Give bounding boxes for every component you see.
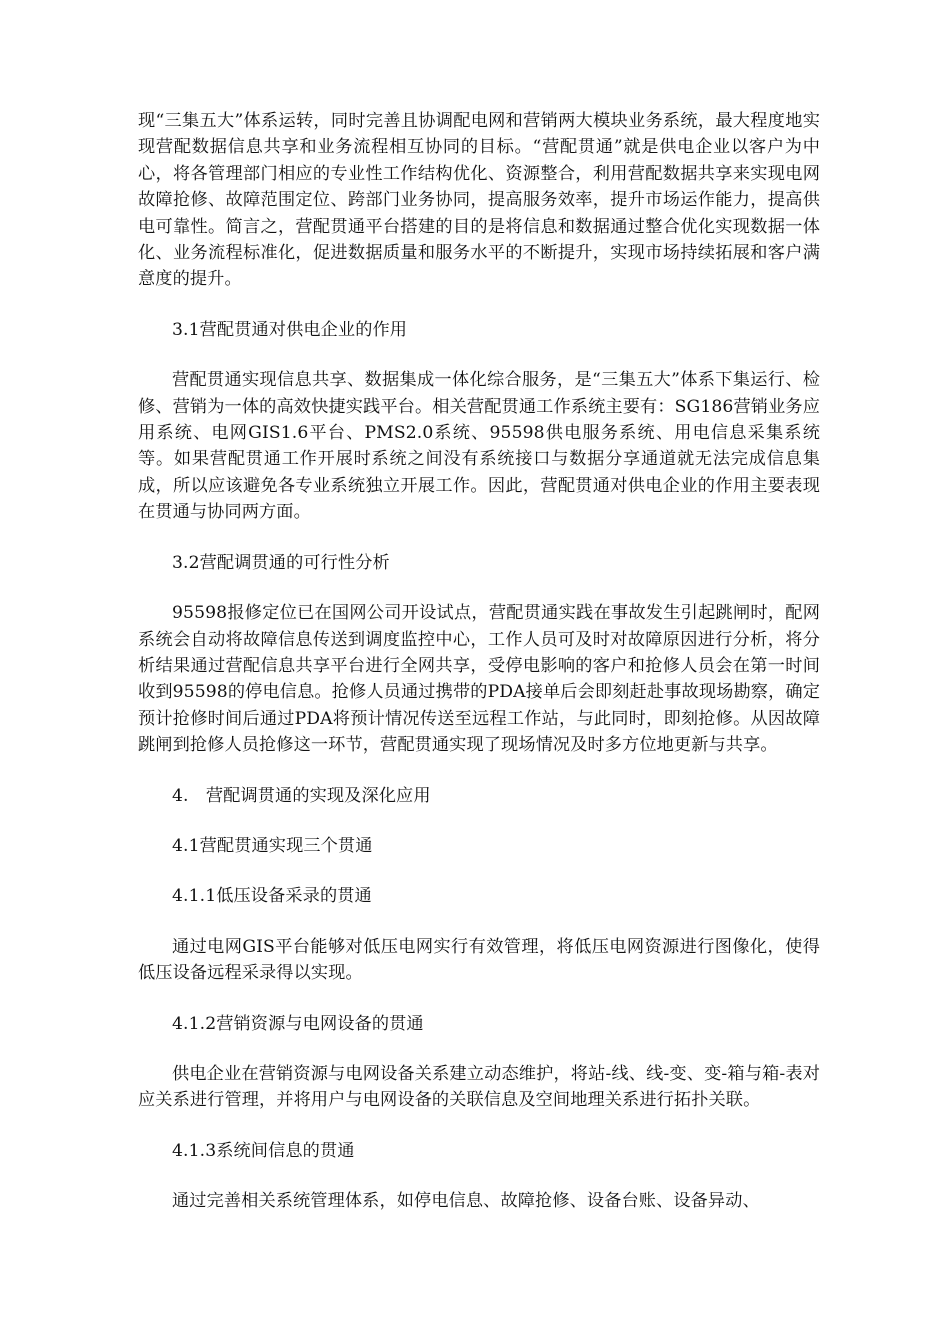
section-heading-3-1: 3.1营配贯通对供电企业的作用 [172,319,408,340]
paragraph-4-1-1: 通过电网GIS平台能够对低压电网实行有效管理，将低压电网资源进行图像化，使得低压设备远程采录得以实现。 [138,936,820,984]
section-heading-4: 4. 营配调贯通的实现及深化应用 [172,785,431,806]
paragraph-3-1: 营配贯通实现信息共享、数据集成一体化综合服务，是“三集五大”体系下集运行、检修、营销为一体的高效快捷实践平台。相关营配贯通工作系统主要有：SG186营销业务应用系统、电网GIS1.6平台、PMS2.0系统、95598供电服务系统、用电信息采集系统等。如果营配贯通工作开展时系统之间没有系统接口与数据分享通道就无法完成信息集成，所以应该避免各专业系统独立开展工作。因此，营配贯通对供电企业的作用主要表现在贯通与协同两方面。 [138,370,820,523]
paragraph-4-1-3: 通过完善相关系统管理体系，如停电信息、故障抢修、设备台账、设备异动、 [172,1191,760,1212]
section-heading-4-1-1: 4.1.1低压设备采录的贯通 [172,886,372,907]
paragraph-intro-continued: 现“三集五大”体系运转，同时完善且协调配电网和营销两大模块业务系统，最大程度地实现营配数据信息共享和业务流程相互协同的目标。“营配贯通”就是供电企业以客户为中心，将各管理部门相应的专业性工作结构优化、资源整合，利用营配数据共享来实现电网故障抢修、故障范围定位、跨部门业务协同，提高服务效率，提升市场运作能力，提高供电可靠性。简言之，营配贯通平台搭建的目的是将信息和数据通过整合优化实现数据一体化、业务流程标准化，促进数据质量和服务水平的不断提升，实现市场持续拓展和客户满意度的提升。 [138,111,820,290]
section-heading-4-1-3: 4.1.3系统间信息的贯通 [172,1140,355,1161]
section-heading-3-2: 3.2营配调贯通的可行性分析 [172,552,390,573]
document-body [138,108,820,1215]
section-heading-4-1: 4.1营配贯通实现三个贯通 [172,835,373,856]
paragraph-4-1-2: 供电企业在营销资源与电网设备关系建立动态维护，将站-线、线-变、变-箱与箱-表对应关系进行管理，并将用户与电网设备的关联信息及空间地理关系进行拓扑关联。 [138,1063,820,1111]
section-heading-4-1-2: 4.1.2营销资源与电网设备的贯通 [172,1013,424,1034]
paragraph-3-2: 95598报修定位已在国网公司开设试点，营配贯通实践在事故发生引起跳闸时，配网系统会自动将故障信息传送到调度监控中心，工作人员可及时对故障原因进行分析，将分析结果通过营配信息共享平台进行全网共享，受停电影响的客户和抢修人员会在第一时间收到95598的停电信息。抢修人员通过携带的PDA接单后会即刻赶赴事故现场勘察，确定预计抢修时间后通过PDA将预计情况传送至远程工作站，与此同时，即刻抢修。从因故障跳闸到抢修人员抢修这一环节，营配贯通实现了现场情况及时多方位地更新与共享。 [138,603,820,756]
